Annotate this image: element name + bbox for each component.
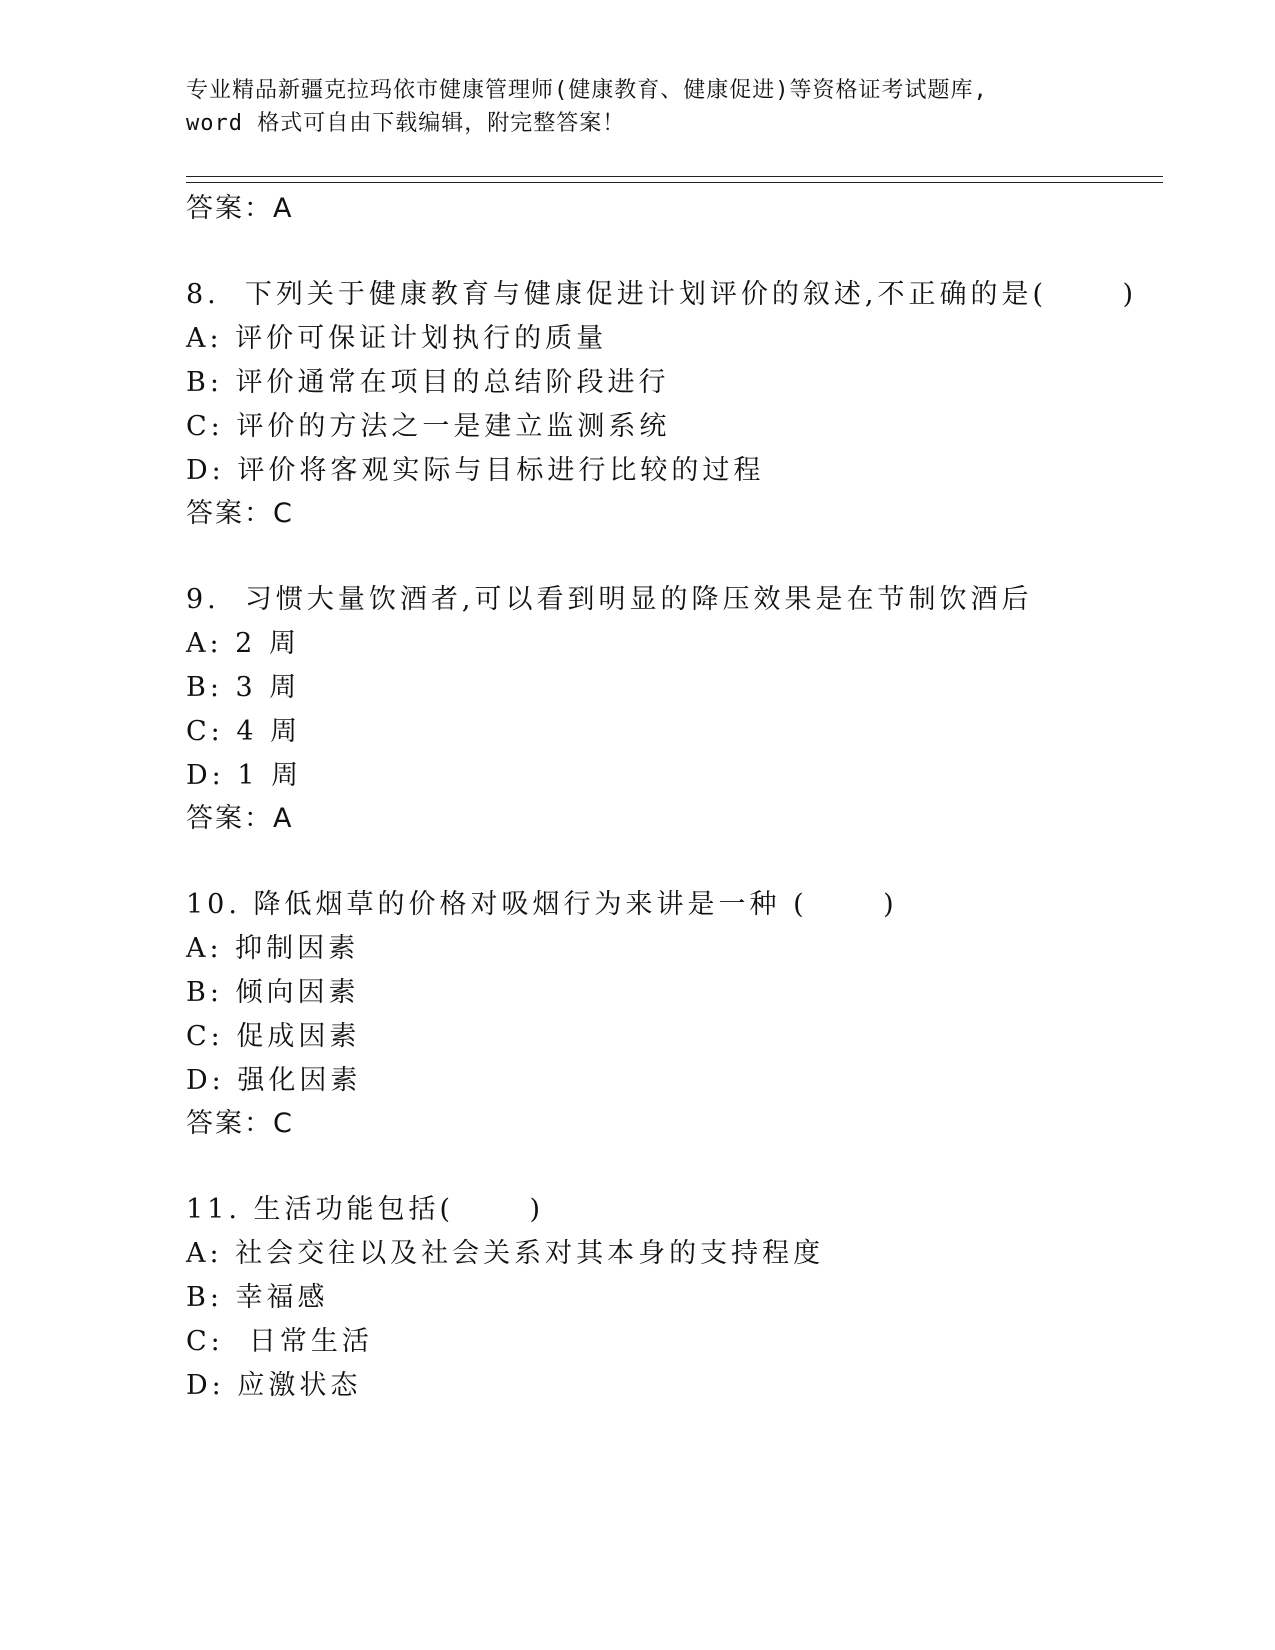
question-stem: 11. 生活功能包括( ) [186,1194,545,1225]
header-double-rule [186,176,1163,183]
option-b: B: 3 周 [186,672,301,703]
option-b: B: 评价通常在项目的总结阶段进行 [186,367,670,398]
answer-line: 答案：C [186,1108,294,1139]
option-a: A: 社会交往以及社会关系对其本身的支持程度 [186,1238,825,1269]
option-d: D: 应激状态 [186,1370,362,1401]
document-header [186,74,1086,140]
question-stem: 10. 降低烟草的价格对吸烟行为来讲是一种 ( ) [186,889,898,920]
option-d: D: 评价将客观实际与目标进行比较的过程 [186,455,765,486]
option-c: C: 日常生活 [186,1326,373,1357]
header-line-2: word 格式可自由下载编辑，附完整答案！ [186,111,626,136]
option-a: A: 评价可保证计划执行的质量 [186,323,608,354]
question-stem: 8. 下列关于健康教育与健康促进计划评价的叙述,不正确的是( ) [186,279,1138,310]
option-a: A: 抑制因素 [186,933,360,964]
answer-line: 答案：A [186,193,294,224]
option-c: C: 4 周 [186,716,302,747]
option-b: B: 幸福感 [186,1282,329,1313]
option-c: C: 评价的方法之一是建立监测系统 [186,411,671,442]
answer-line: 答案：C [186,498,294,529]
answer-line: 答案：A [186,803,294,834]
option-d: D: 1 周 [186,760,303,791]
option-b: B: 倾向因素 [186,977,360,1008]
option-d: D: 强化因素 [186,1065,362,1096]
question-stem: 9. 习惯大量饮酒者,可以看到明显的降压效果是在节制饮酒后 [186,584,1033,615]
header-line-1: 专业精品新疆克拉玛依市健康管理师(健康教育、健康促进)等资格证考试题库, [186,78,988,103]
option-a: A: 2 周 [186,628,300,659]
option-c: C: 促成因素 [186,1021,361,1052]
